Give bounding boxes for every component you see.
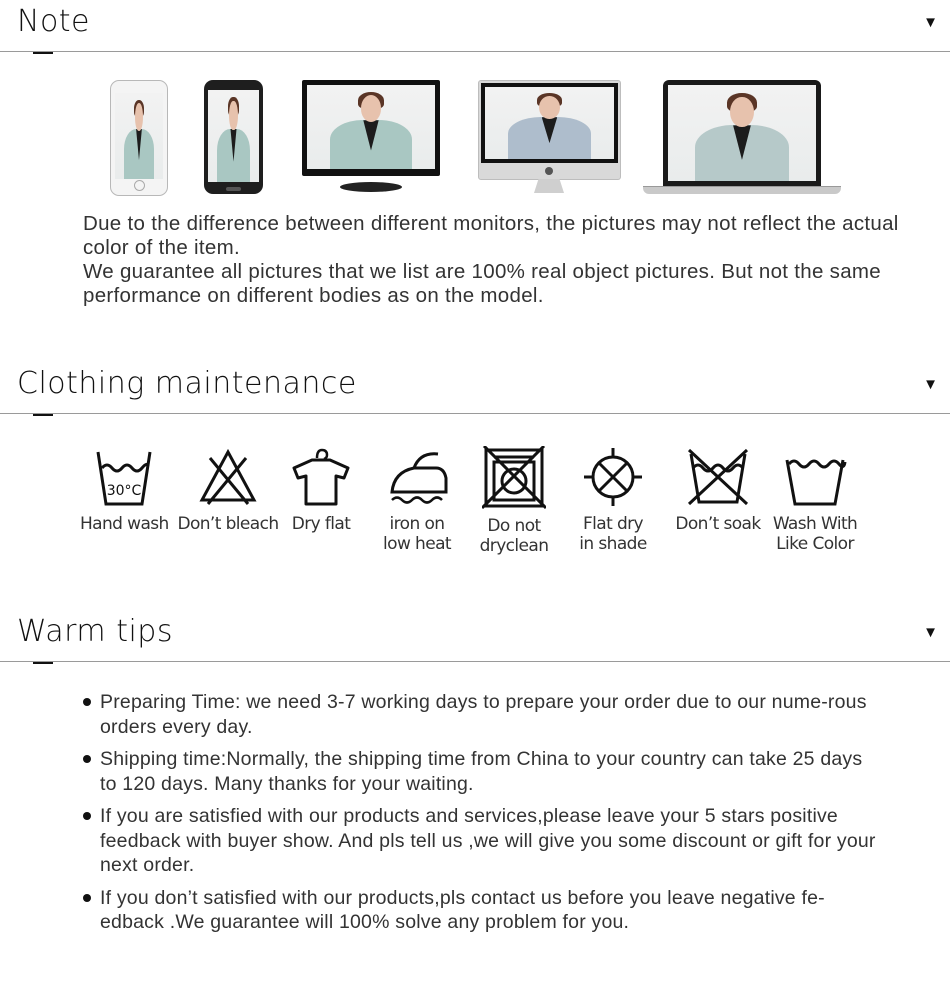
monitor-device bbox=[302, 80, 440, 194]
tip-shipping-time: Shipping time:Normally, the shipping time from China to your country can take 25 days to 120 days. Many thanks for your waiting. bbox=[100, 748, 863, 795]
wash-temperature-label: 30°C bbox=[106, 483, 142, 499]
tips-collapse-arrow-icon[interactable]: ▼ bbox=[923, 624, 938, 641]
iron-low-icon bbox=[384, 446, 450, 508]
note-line-1: Due to the difference between different monitors, the pictures may not reflect the actual color of the item. bbox=[83, 212, 899, 259]
list-item bbox=[83, 804, 883, 878]
bullet-dot-icon bbox=[83, 698, 91, 706]
maintenance-collapse-arrow-icon[interactable]: ▼ bbox=[923, 376, 938, 393]
care-label-no-dryclean-1: Do not bbox=[487, 516, 541, 536]
dry-flat-icon bbox=[290, 446, 352, 508]
no-dryclean-icon bbox=[482, 446, 546, 510]
care-item-iron-low bbox=[380, 446, 454, 554]
care-label-iron-low-2: low heat bbox=[383, 534, 451, 554]
care-label-no-soak: Don’t soak bbox=[675, 514, 761, 534]
no-soak-icon bbox=[687, 446, 749, 508]
care-label-like-color-1: Wash With bbox=[772, 514, 858, 534]
tips-underline-mark bbox=[33, 662, 53, 664]
no-bleach-icon bbox=[198, 446, 258, 508]
bullet-dot-icon bbox=[83, 812, 91, 820]
note-section-header[interactable] bbox=[0, 0, 950, 52]
note-title: Note bbox=[17, 4, 91, 39]
note-divider bbox=[0, 51, 950, 52]
wash-like-color-icon bbox=[783, 446, 847, 508]
care-label-no-dryclean-2: dryclean bbox=[479, 536, 549, 556]
care-item-no-dryclean bbox=[478, 446, 550, 556]
care-item-wash-like-color bbox=[770, 446, 860, 554]
care-item-no-soak bbox=[672, 446, 764, 534]
imac-device bbox=[478, 80, 619, 194]
list-item bbox=[83, 886, 883, 935]
hand-wash-icon bbox=[94, 446, 154, 508]
maintenance-title: Clothing maintenance bbox=[17, 366, 357, 401]
maintenance-section-header[interactable] bbox=[0, 362, 950, 414]
maintenance-underline-mark bbox=[33, 414, 53, 416]
phone-white-device bbox=[110, 80, 168, 196]
tip-contact-us: If you don’t satisfied with our products,pls contact us before you leave negative fe-edback .We guarantee will 100% solve any problem for you. bbox=[100, 886, 825, 933]
tips-divider bbox=[0, 661, 950, 662]
tip-feedback: If you are satisfied with our products and services,please leave your 5 stars positive feedback with buyer show. And pls tell us ,we will give you some discount or gift for your next order. bbox=[100, 805, 876, 876]
tip-preparing-time: Preparing Time: we need 3-7 working days to prepare your order due to our nume-rous orders every day. bbox=[100, 691, 867, 738]
care-label-like-color-2: Like Color bbox=[776, 534, 854, 554]
note-underline-mark bbox=[33, 52, 53, 54]
care-item-flat-dry-shade bbox=[574, 446, 652, 554]
monitor-color-note bbox=[83, 212, 903, 308]
care-label-hand-wash: Hand wash bbox=[80, 514, 169, 534]
list-item bbox=[83, 747, 883, 796]
care-label-no-bleach: Don’t bleach bbox=[177, 514, 279, 534]
care-label-iron-low-1: iron on bbox=[389, 514, 445, 534]
note-collapse-arrow-icon[interactable]: ▼ bbox=[923, 14, 938, 31]
warm-tips-list bbox=[83, 690, 883, 943]
care-label-flat-dry-1: Flat dry bbox=[582, 514, 644, 534]
bullet-dot-icon bbox=[83, 894, 91, 902]
flat-dry-shade-icon bbox=[580, 446, 646, 508]
device-display-comparison bbox=[0, 78, 950, 196]
care-item-dry-flat bbox=[285, 446, 357, 534]
phone-black-device bbox=[204, 80, 263, 194]
care-label-flat-dry-2: in shade bbox=[579, 534, 647, 554]
maintenance-divider bbox=[0, 413, 950, 414]
care-item-no-bleach bbox=[176, 446, 280, 534]
bullet-dot-icon bbox=[83, 755, 91, 763]
list-item bbox=[83, 690, 883, 739]
tips-title: Warm tips bbox=[17, 614, 173, 649]
tips-section-header[interactable] bbox=[0, 610, 950, 662]
care-item-hand-wash bbox=[80, 446, 168, 534]
laptop-device bbox=[643, 80, 841, 194]
care-label-dry-flat: Dry flat bbox=[291, 514, 351, 534]
note-line-2: We guarantee all pictures that we list are 100% real object pictures. But not the same performance on different bodies as on the model. bbox=[83, 260, 882, 307]
